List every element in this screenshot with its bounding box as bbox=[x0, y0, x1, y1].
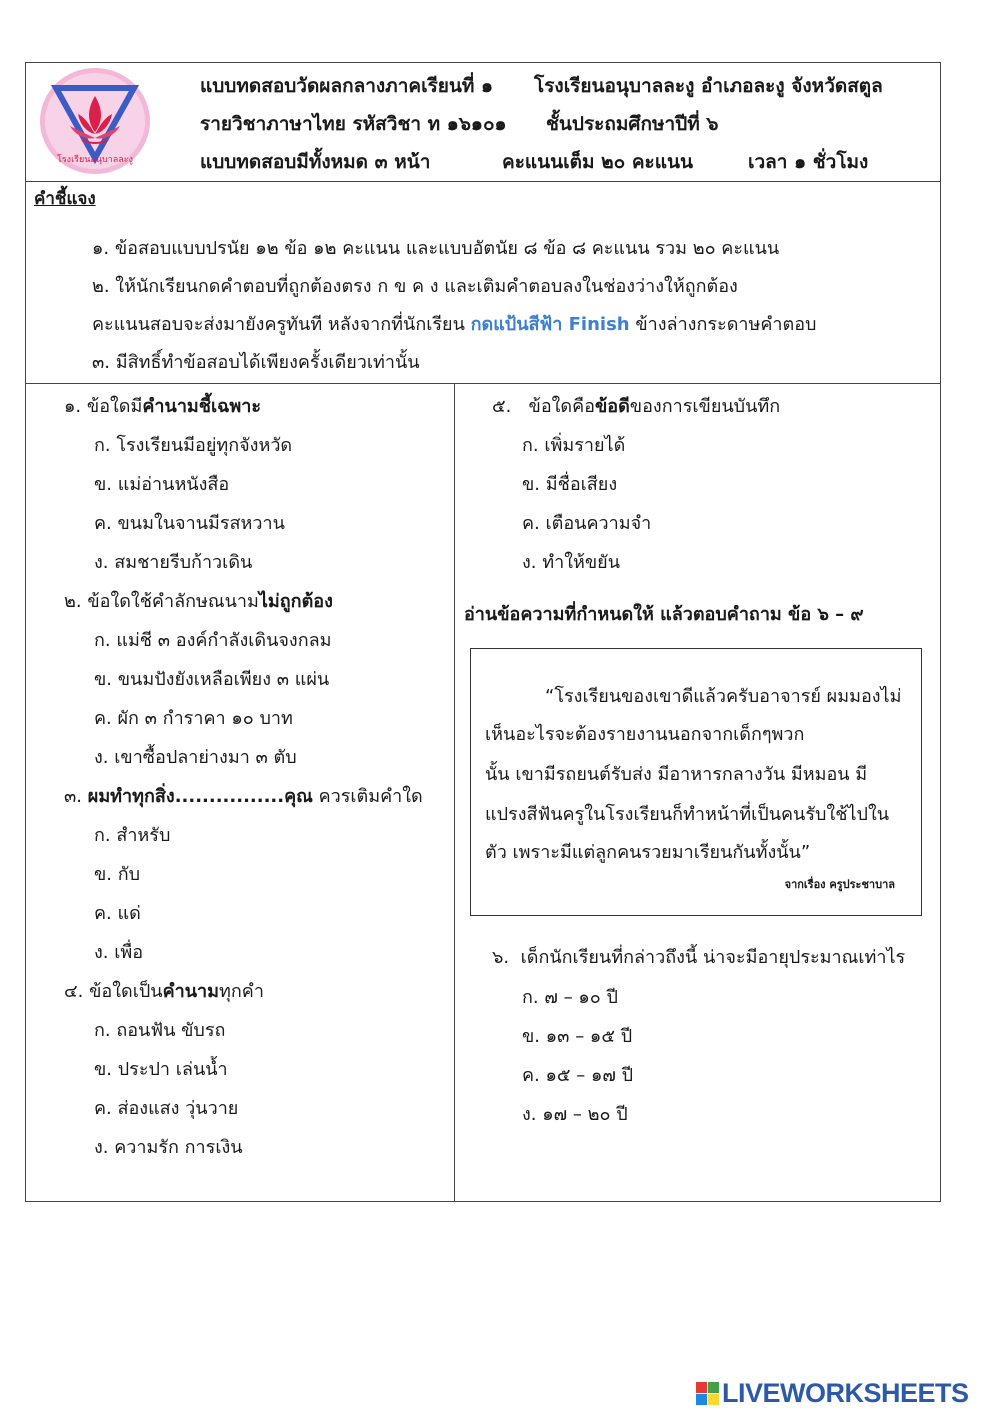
question-3-stem bbox=[64, 781, 423, 810]
question-number: ๖. bbox=[492, 947, 510, 968]
exam-sheet bbox=[25, 62, 941, 1202]
question-text: ข้อใดใช้คำลักษณนาม bbox=[87, 591, 259, 612]
question-6-stem bbox=[492, 942, 905, 971]
instruction-2: ๒. ให้นักเรียนกดคำตอบที่ถูกต้องตรง ก ข ค ง และเติมคำตอบลงในช่องว่างให้ถูกต้อง bbox=[92, 276, 738, 297]
question-5-stem bbox=[492, 391, 780, 420]
option-c[interactable]: ค. แด่ bbox=[94, 903, 141, 924]
question-2-stem bbox=[64, 586, 333, 615]
option-d[interactable]: ง. ทำให้ขยัน bbox=[522, 552, 621, 573]
question-number: ๓. bbox=[64, 786, 83, 807]
question-text: เด็กนักเรียนที่กล่าวถึงนี้ น่าจะมีอายุประมาณเท่าไร bbox=[520, 947, 906, 968]
option-a[interactable]: ก. สำหรับ bbox=[94, 825, 171, 846]
option-c[interactable]: ค. เตือนความจำ bbox=[522, 513, 652, 534]
reading-passage bbox=[470, 648, 922, 916]
finish-key-hint: กดแป้นสีฟ้า Finish bbox=[470, 314, 630, 335]
option-c[interactable]: ค. ขนมในจานมีรสหวาน bbox=[94, 513, 285, 534]
exam-title: แบบทดสอบวัดผลกลางภาคเรียนที่ ๑ bbox=[200, 75, 494, 97]
question-text: ควรเติมคำใด bbox=[312, 786, 423, 807]
passage-line: แปรงสีฟันครูในโรงเรียนก็ทำหน้าที่เป็นคนรับใช้ไปใน bbox=[485, 804, 890, 825]
reading-prompt: อ่านข้อความที่กำหนดให้ แล้วตอบคำถาม ข้อ ๖ – ๙ bbox=[464, 604, 864, 625]
instructions-section bbox=[26, 181, 940, 384]
option-b[interactable]: ข. กับ bbox=[94, 864, 141, 885]
option-d[interactable]: ง. เขาซื้อปลาย่างมา ๓ ตับ bbox=[94, 747, 297, 768]
question-number: ๔. bbox=[64, 981, 84, 1002]
question-text: ข้อใดมี bbox=[86, 396, 143, 417]
instruction-3: ๓. มีสิทธิ์ทำข้อสอบได้เพียงครั้งเดียวเท่านั้น bbox=[92, 352, 420, 373]
passage-line: ตัว เพราะมีแต่ลูกคนรวยมาเรียนกันทั้งนั้น” bbox=[485, 842, 811, 863]
school-logo bbox=[38, 66, 152, 176]
option-a[interactable]: ก. เพิ่มรายได้ bbox=[522, 435, 626, 456]
instruction-2b bbox=[92, 309, 816, 338]
grade-level: ชั้นประถมศึกษาปีที่ ๖ bbox=[546, 113, 719, 135]
brand-wordmark: LIVEWORKSHEETS bbox=[722, 1377, 969, 1408]
question-4-stem bbox=[64, 976, 264, 1005]
exam-header bbox=[26, 63, 940, 182]
passage-source: จากเรื่อง ครูประชาบาล bbox=[784, 878, 895, 891]
option-a[interactable]: ก. โรงเรียนมีอยู่ทุกจังหวัด bbox=[94, 435, 293, 456]
question-number: ๑. bbox=[64, 396, 82, 417]
subject-code: รายวิชาภาษาไทย รหัสวิชา ท ๑๖๑๐๑ bbox=[200, 113, 507, 135]
option-c[interactable]: ค. ผัก ๓ กำราคา ๑๐ บาท bbox=[94, 708, 293, 729]
instruction-2b-pre: คะแนนสอบจะส่งมายังครูทันที หลังจากที่นักเรียน bbox=[92, 314, 471, 335]
question-number: ๒. bbox=[64, 591, 82, 612]
question-emphasis: คำนามชี้เฉพาะ bbox=[142, 396, 262, 417]
school-name: โรงเรียนอนุบาลละงู อำเภอละงู จังหวัดสตูล bbox=[534, 75, 883, 97]
question-emphasis: คำนาม bbox=[162, 981, 220, 1002]
liveworksheets-brand[interactable] bbox=[696, 1378, 969, 1408]
page-count: แบบทดสอบมีทั้งหมด ๓ หน้า bbox=[200, 151, 431, 173]
question-emphasis: ผมทำทุกสิ่ง................คุณ bbox=[87, 786, 313, 807]
option-a[interactable]: ก. แม่ชี ๓ องค์กำลังเดินจงกลม bbox=[94, 630, 332, 651]
option-b[interactable]: ข. แม่อ่านหนังสือ bbox=[94, 474, 230, 495]
passage-line: นั้น เขามีรถยนต์รับส่ง มีอาหารกลางวัน มีหมอน มี bbox=[485, 764, 868, 785]
option-c[interactable]: ค. ส่องแสง วุ่นวาย bbox=[94, 1098, 239, 1119]
option-b[interactable]: ข. ๑๓ – ๑๕ ปี bbox=[522, 1026, 633, 1047]
option-d[interactable]: ง. สมชายรีบก้าวเดิน bbox=[94, 552, 253, 573]
question-text-tail: ทุกคำ bbox=[219, 981, 264, 1002]
question-text: ข้อใดคือ bbox=[528, 396, 595, 417]
option-a[interactable]: ก. ถอนฟัน ขับรถ bbox=[94, 1020, 226, 1041]
option-d[interactable]: ง. ๑๗ – ๒๐ ปี bbox=[522, 1104, 628, 1125]
total-score: คะแนนเต็ม ๒๐ คะแนน bbox=[502, 151, 693, 173]
instructions-title: คำชี้แจง bbox=[34, 189, 96, 209]
question-text: ข้อใดเป็น bbox=[89, 981, 163, 1002]
question-1-stem bbox=[64, 391, 261, 420]
question-number: ๕. bbox=[492, 396, 512, 417]
time-limit: เวลา ๑ ชั่วโมง bbox=[748, 151, 869, 173]
column-divider bbox=[454, 383, 455, 1201]
option-d[interactable]: ง. เพื่อ bbox=[94, 942, 144, 963]
instruction-2b-post: ข้างล่างกระดาษคำตอบ bbox=[629, 314, 817, 335]
option-b[interactable]: ข. มีชื่อเสียง bbox=[522, 474, 618, 495]
option-a[interactable]: ก. ๗ – ๑๐ ปี bbox=[522, 987, 618, 1008]
logo-text: โรงเรียนอนุบาลละงู bbox=[57, 155, 133, 165]
option-c[interactable]: ค. ๑๕ – ๑๗ ปี bbox=[522, 1065, 634, 1086]
option-b[interactable]: ข. ขนมปังยังเหลือเพียง ๓ แผ่น bbox=[94, 669, 330, 690]
option-b[interactable]: ข. ประปา เล่นน้ำ bbox=[94, 1059, 228, 1080]
option-d[interactable]: ง. ความรัก การเงิน bbox=[94, 1137, 243, 1158]
instruction-1: ๑. ข้อสอบแบบปรนัย ๑๒ ข้อ ๑๒ คะแนน และแบบอัตนัย ๘ ข้อ ๘ คะแนน รวม ๒๐ คะแนน bbox=[92, 238, 780, 259]
brand-blocks-icon bbox=[696, 1382, 719, 1405]
passage-line: “โรงเรียนของเขาดีแล้วครับอาจารย์ ผมมองไม่ bbox=[545, 686, 902, 707]
question-text-tail: ของการเขียนบันทึก bbox=[629, 396, 781, 417]
passage-line: เห็นอะไรจะต้องรายงานนอกจากเด็กๆพวก bbox=[485, 724, 805, 745]
question-emphasis: ไม่ถูกต้อง bbox=[258, 591, 333, 612]
question-emphasis: ข้อดี bbox=[594, 396, 630, 417]
